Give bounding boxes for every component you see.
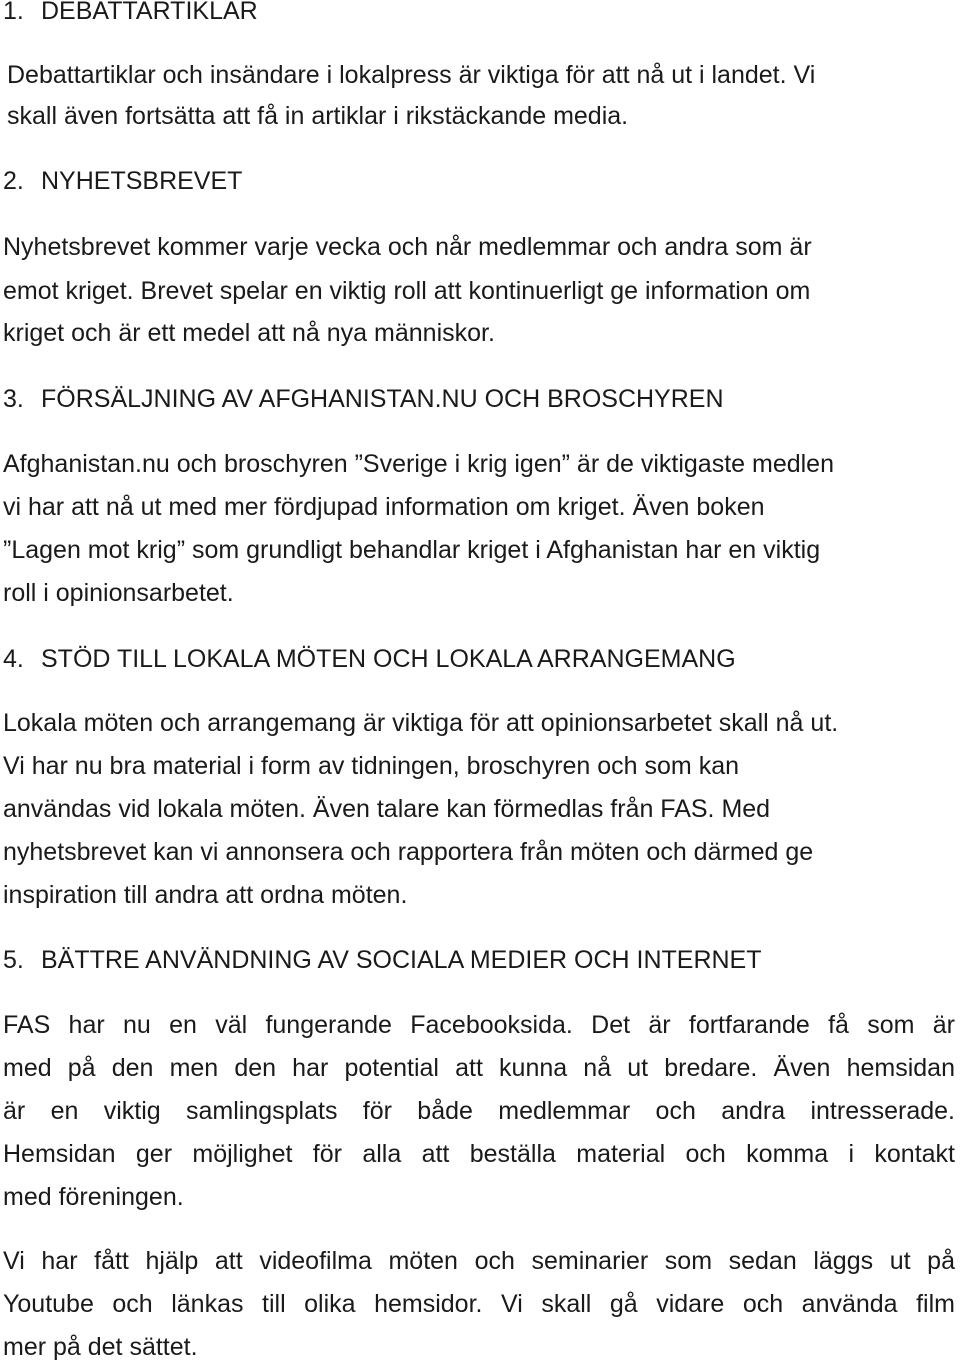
section-1-line-1: Debattartiklar och insändare i lokalpress är viktiga för att nå ut i landet. Vi	[7, 61, 816, 89]
section-3-line-2: vi har att nå ut med mer fördjupad information om kriget. Även boken	[3, 493, 765, 521]
section-1-heading	[3, 0, 258, 26]
section-4-heading	[3, 644, 736, 674]
section-5-paragraph-2-line-1: Vi har fått hjälp att videofilma möten och seminarier som sedan läggs ut på	[3, 1247, 955, 1275]
section-5-line-1: FAS har nu en väl fungerande Facebooksida. Det är fortfarande få som är	[3, 1011, 955, 1039]
section-5-line-5: med föreningen.	[3, 1183, 184, 1211]
section-4-line-3: användas vid lokala möten. Även talare kan förmedlas från FAS. Med	[3, 795, 771, 823]
section-1-title: DEBATTARTIKLAR	[41, 0, 258, 25]
section-4-line-2: Vi har nu bra material i form av tidningen, broschyren och som kan	[3, 752, 740, 780]
section-3-line-1: Afghanistan.nu och broschyren ”Sverige i krig igen” är de viktigaste medlen	[3, 450, 834, 478]
section-5-line-3: är en viktig samlingsplats för både medlemmar och andra intresserade.	[3, 1097, 955, 1125]
section-3-line-3: ”Lagen mot krig” som grundligt behandlar kriget i Afghanistan har en viktig	[3, 536, 821, 564]
section-5-line-4: Hemsidan ger möjlighet för alla att beställa material och komma i kontakt	[3, 1140, 955, 1168]
section-5-paragraph-2-line-3: mer på det sättet.	[3, 1333, 198, 1361]
section-3-number: 3.	[3, 385, 24, 413]
section-4-number: 4.	[3, 645, 24, 673]
section-5-line-2: med på den men den har potential att kunna nå ut bredare. Även hemsidan	[3, 1054, 955, 1082]
section-5-paragraph-2-line-2: Youtube och länkas till olika hemsidor. Vi skall gå vidare och använda film	[3, 1290, 955, 1318]
section-1-line-2: skall även fortsätta att få in artiklar i rikstäckande media.	[7, 102, 629, 130]
section-2-line-3: kriget och är ett medel att nå nya människor.	[3, 319, 495, 347]
section-2-line-1: Nyhetsbrevet kommer varje vecka och når medlemmar och andra som är	[3, 233, 812, 261]
section-1-number: 1.	[3, 0, 24, 25]
section-2-line-2: emot kriget. Brevet spelar en viktig roll att kontinuerligt ge information om	[3, 277, 811, 305]
section-4-line-4: nyhetsbrevet kan vi annonsera och rapportera från möten och därmed ge	[3, 838, 814, 866]
section-2-heading	[3, 166, 242, 196]
section-5-title: BÄTTRE ANVÄNDNING AV SOCIALA MEDIER OCH INTERNET	[41, 946, 762, 974]
section-5-heading	[3, 945, 762, 975]
section-3-title: FÖRSÄLJNING AV AFGHANISTAN.NU OCH BROSCHYREN	[41, 385, 724, 413]
section-2-number: 2.	[3, 167, 24, 195]
section-3-heading	[3, 384, 724, 414]
section-4-line-1: Lokala möten och arrangemang är viktiga för att opinionsarbetet skall nå ut.	[3, 709, 839, 737]
section-2-title: NYHETSBREVET	[41, 167, 243, 195]
section-3-line-4: roll i opinionsarbetet.	[3, 579, 234, 607]
section-5-number: 5.	[3, 946, 24, 974]
section-4-title: STÖD TILL LOKALA MÖTEN OCH LOKALA ARRANGEMANG	[41, 645, 736, 673]
section-4-line-5: inspiration till andra att ordna möten.	[3, 881, 408, 909]
